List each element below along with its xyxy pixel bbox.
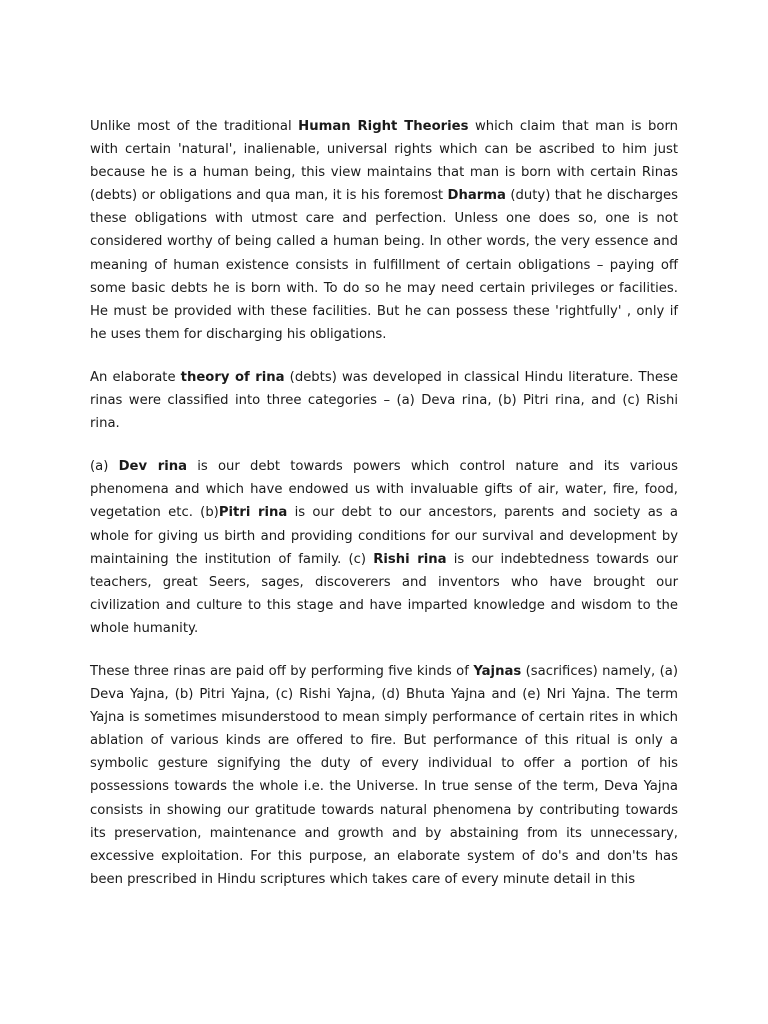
text-span: (duty) that he discharges these obligations with utmost care and perfection. Unless one does so, one is not considered worthy of being called a human being. In other words, the very essence and meaning of human existence consists in fulfillment of certain obligations – paying off some basic debts he is born with. To do so he may need certain privileges or facilities. He must be provided with these facilities. But he can possess these 'rightfully' , only if he uses them for discharging his obligations. bbox=[90, 188, 679, 342]
text-span: An elaborate bbox=[90, 369, 181, 385]
paragraph-yajnas bbox=[90, 660, 678, 891]
document-body bbox=[90, 115, 678, 891]
text-span: is our debt towards powers which control nature and its various phenomena and which have endowed us with invaluable gifts of air, water, fire, food, vegetation etc. (b) bbox=[90, 459, 678, 521]
text-span: (a) bbox=[90, 459, 119, 475]
text-span: is our debt to our ancestors, parents and society as a whole for giving us birth and providing conditions for our survival and development by maintaining the institution of family. (c) bbox=[90, 505, 679, 567]
text-span: (debts) was developed in classical Hindu literature. These rinas were classified into three categories – (a) Deva rina, (b) Pitri rina, and (c) Rishi rina. bbox=[90, 369, 678, 432]
bold-term-rishi-rina: Rishi rina bbox=[373, 551, 447, 567]
paragraph-human-rights bbox=[90, 115, 678, 346]
bold-term-human-right-theories: Human Right Theories bbox=[298, 119, 469, 134]
paragraph-three-rinas bbox=[90, 455, 678, 640]
bold-term-yajnas: Yajnas bbox=[473, 663, 522, 679]
text-span: These three rinas are paid off by performing five kinds of bbox=[90, 663, 474, 679]
bold-term-dharma: Dharma bbox=[447, 188, 506, 204]
paragraph-theory-of-rina bbox=[90, 366, 678, 435]
text-span: (sacrifices) namely, (a) Deva Yajna, (b) Pitri Yajna, (c) Rishi Yajna, (d) Bhuta Yajna and (e) Nri Yajna. The term Yajna is sometimes misunderstood to mean simply performance of certain rites in which ablation of various kinds are offered to fire. But performance of this ritual is only a symbolic gesture signifying the duty of every individual to offer a portion of his possessions towards the whole i.e. the Universe. In true sense of the term, Deva Yajna consists in showing our gratitude towards natural phenomena by contributing towards its preservation, maintenance and growth and by abstaining from its unnecessary, excessive exploitation. For this purpose, an elaborate system of do's and don'ts has been prescribed in Hindu scriptures which takes care of every minute detail in this bbox=[90, 663, 678, 887]
bold-term-pitri-rina: Pitri rina bbox=[218, 505, 288, 521]
bold-term-dev-rina: Dev rina bbox=[118, 459, 187, 475]
text-span: Unlike most of the traditional bbox=[90, 119, 299, 134]
text-span: is our indebtedness towards our teachers, great Seers, sages, discoverers and inventors who have brought our civilization and culture to this stage and have imparted knowledge and wisdom to the whole humanity. bbox=[90, 551, 678, 636]
text-span: which claim that man is born with certain 'natural', inalienable, universal rights which can be ascribed to him just because he is a human being, this view maintains that man is born with certain Rinas (debts) or obligations and qua man, it is his foremost bbox=[90, 119, 678, 204]
bold-term-theory-of-rina: theory of rina bbox=[180, 369, 285, 385]
